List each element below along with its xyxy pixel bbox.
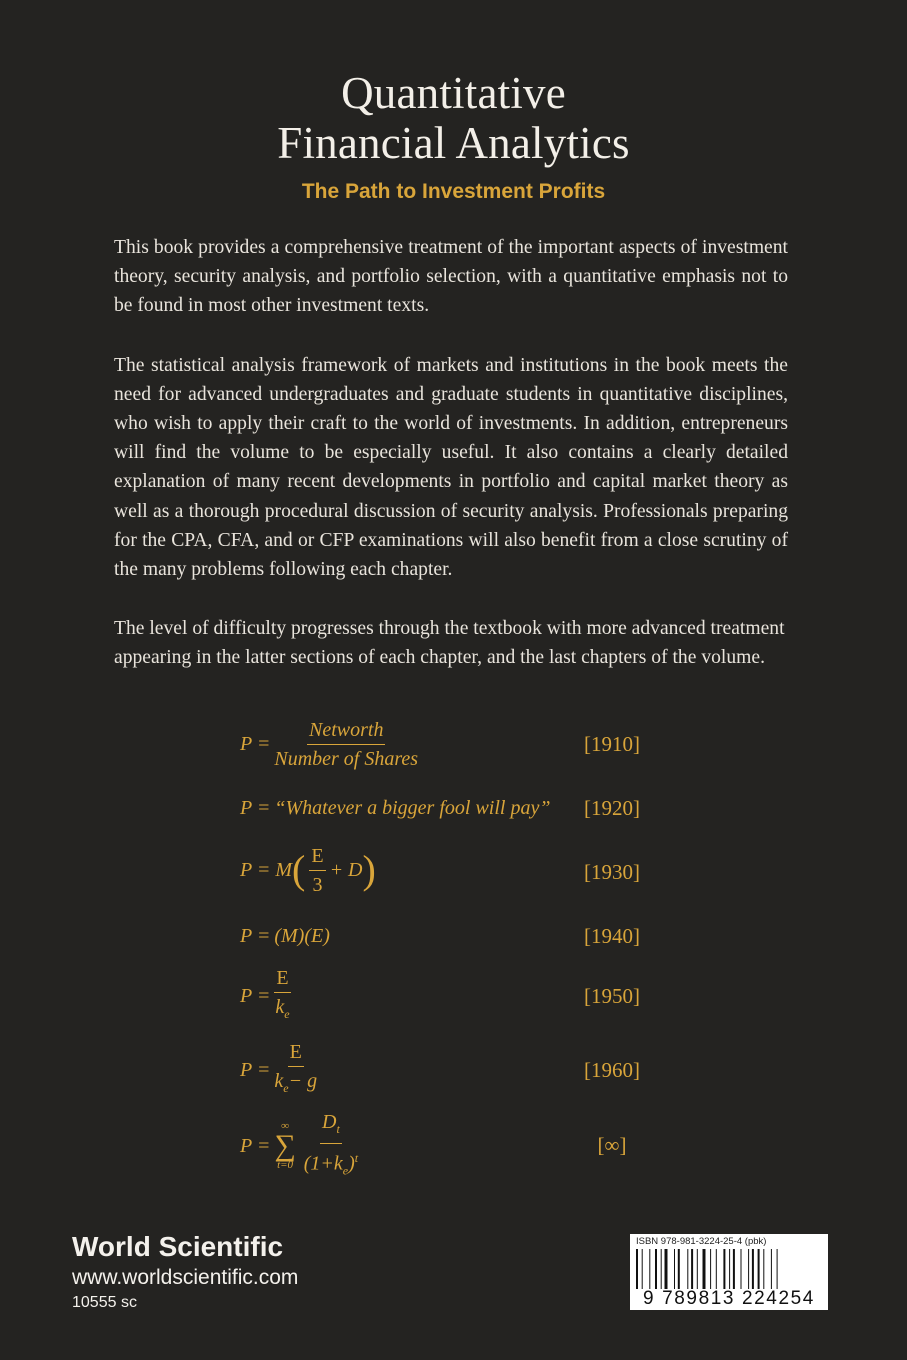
formula-1940: [240, 916, 330, 956]
book-subtitle: The Path to Investment Profits: [301, 180, 606, 203]
year-label: [1920]: [584, 796, 640, 820]
fraction: [274, 966, 290, 1026]
barcode-bar: [691, 1249, 693, 1289]
year-label: [1930]: [584, 860, 640, 884]
year-label: [1940]: [584, 924, 640, 948]
barcode-bar: [665, 1249, 668, 1289]
left-paren-icon: (: [292, 847, 306, 892]
blurb-paragraph-2: The statistical analysis framework of markets and institutions in the book meets the need for advanced undergraduates and graduate students in quantitative disciplines, who wish to apply their craft to the world of investments. In addition, entrepreneurs will find the volume to be especially useful. It also contains a clearly detailed explanation of many recent developments in portfolio and capital market theory as well as a thorough procedural discussion of security analysis. Professionals preparing for the CPA, CFA, and or CFP examinations will also benefit from a close scrutiny of the many problems following each chapter.: [114, 354, 788, 581]
denominator-var: k: [274, 1070, 284, 1092]
formula-text: (M)(E): [274, 924, 330, 947]
numerator-var: D: [322, 1110, 337, 1133]
den-open: (1+k: [303, 1152, 343, 1175]
barcode-bar: [636, 1249, 638, 1289]
barcode-bar: [642, 1249, 643, 1289]
publisher-block: [72, 1230, 298, 1314]
denominator-var: k: [275, 996, 285, 1018]
formula-lhs: P =: [240, 984, 271, 1007]
formula-infinity: [240, 1110, 362, 1178]
barcode-bar: [723, 1249, 725, 1289]
formula-lhs: P =: [240, 1058, 271, 1081]
barcode-bar: [758, 1249, 760, 1289]
catalog-code: 10555 sc: [72, 1294, 137, 1311]
formula-1910: [240, 718, 422, 770]
formula-lhs: P =: [240, 924, 271, 947]
formula-lhs: P = M: [240, 858, 293, 881]
publisher-name: World Scientific: [72, 1231, 284, 1262]
barcode-digits: 9 789813 224254: [643, 1288, 815, 1309]
year-label: [1910]: [584, 732, 640, 756]
barcode-bar: [748, 1249, 749, 1289]
blurb-paragraph-1: This book provides a comprehensive treatment of the important aspects of investment theory, security analysis, and portfolio selection, with a quantitative emphasis not to be found in most other investment texts.: [114, 237, 788, 317]
formula-lhs: P =: [240, 1134, 271, 1157]
sigma-icon: ∑: [274, 1129, 296, 1162]
formula-1930: [240, 844, 376, 896]
barcode-bar: [741, 1249, 742, 1289]
formula-1950: [240, 967, 295, 1021]
barcode-bar: [687, 1249, 688, 1289]
summation: [274, 1121, 295, 1171]
subscript: e: [284, 1007, 290, 1021]
formula-1960: [240, 1041, 321, 1095]
book-title: [0, 68, 907, 168]
fraction: [274, 718, 418, 771]
barcode: [630, 1234, 828, 1310]
barcode-bar: [752, 1249, 754, 1289]
formula-lhs: P =: [240, 732, 271, 755]
sum-lower: t=0: [277, 1159, 294, 1171]
barcode-bar: [697, 1249, 698, 1289]
fraction: [274, 1040, 317, 1100]
title-line-1: Quantitative: [341, 68, 566, 118]
blurb-paragraph-3: The level of difficulty progresses through the textbook with more advanced treatment appearing in the latter sections of each chapter, and the last chapters of the volume.: [114, 618, 785, 669]
barcode-bar: [777, 1249, 778, 1289]
subscript: e: [342, 1163, 349, 1178]
denominator: [304, 1144, 358, 1183]
barcode-bar: [733, 1249, 735, 1289]
year-label: [1960]: [584, 1058, 640, 1082]
formula-plus: + D: [329, 858, 363, 881]
fraction: [309, 844, 325, 897]
subscript: e: [283, 1081, 289, 1095]
sum-upper: ∞: [281, 1120, 289, 1132]
numerator: E: [309, 844, 325, 871]
right-paren-icon: ): [362, 847, 376, 892]
title-line-2: Financial Analytics: [277, 118, 630, 168]
fraction: [304, 1110, 358, 1183]
den-close: ): [348, 1152, 355, 1175]
barcode-bar: [729, 1249, 730, 1289]
year-label: [∞]: [597, 1133, 627, 1157]
numerator: E: [288, 1040, 304, 1067]
numerator: Networth: [307, 718, 385, 745]
formula-text: “Whatever a bigger fool will pay”: [274, 796, 551, 819]
year-label: [1950]: [584, 984, 640, 1008]
denominator: [274, 1067, 317, 1100]
barcode-bar: [661, 1249, 662, 1289]
numerator: [320, 1110, 342, 1144]
barcode-bar: [678, 1249, 680, 1289]
blurb: [114, 233, 788, 703]
numerator: E: [274, 966, 290, 993]
denominator-minus: − g: [288, 1070, 318, 1092]
publisher-url[interactable]: www.worldscientific.com: [72, 1266, 299, 1289]
isbn-label: ISBN 978-981-3224-25-4 (pbk): [636, 1236, 767, 1247]
barcode-bar: [710, 1249, 711, 1289]
denominator: 3: [312, 873, 323, 896]
barcode-bar: [771, 1249, 772, 1289]
barcode-bar: [655, 1249, 657, 1289]
denominator: [275, 993, 289, 1026]
barcode-bar: [763, 1249, 764, 1289]
barcode-bars-icon: [636, 1249, 822, 1289]
subscript: t: [336, 1121, 340, 1136]
formula-lhs: P =: [240, 796, 271, 819]
superscript: t: [354, 1150, 359, 1165]
barcode-bar: [649, 1249, 650, 1289]
formula-1920: [240, 788, 550, 828]
barcode-bar: [716, 1249, 717, 1289]
denominator: Number of Shares: [274, 747, 419, 770]
barcode-bar: [674, 1249, 675, 1289]
barcode-bar: [703, 1249, 706, 1289]
